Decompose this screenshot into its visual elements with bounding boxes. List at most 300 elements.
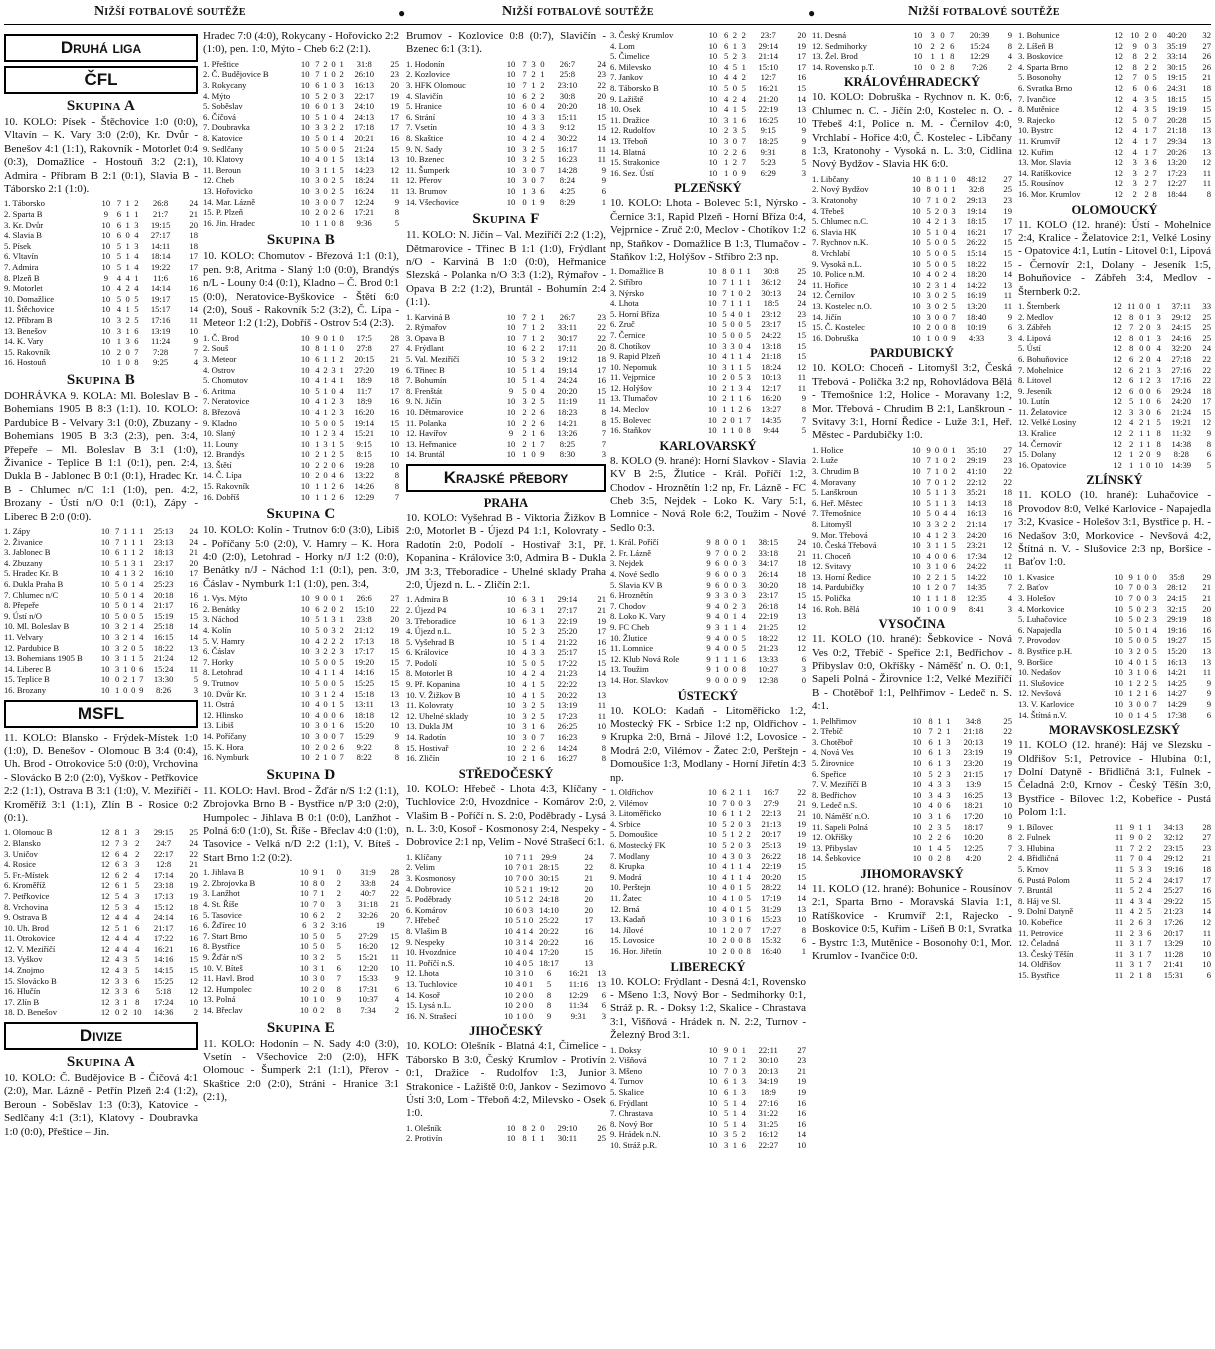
- team-name-cell: 16. Sez. Ústí: [610, 167, 654, 178]
- points-cell: 15: [390, 143, 399, 154]
- stat-cell: 9: [1132, 40, 1137, 51]
- score-cell: 14:16: [354, 667, 375, 678]
- points-cell: 19: [1003, 736, 1012, 747]
- score-cell: 17:5: [356, 332, 372, 343]
- points-cell: 13: [797, 903, 806, 914]
- stat-cell: 0: [331, 80, 336, 90]
- stat-cell: 10: [300, 699, 310, 710]
- stat-cell: 1: [738, 808, 743, 819]
- team-name-cell: 3. Nejdek: [610, 558, 644, 569]
- stat-cell: 3: [741, 1065, 746, 1076]
- stat-cell: 1: [528, 851, 534, 862]
- table-row: [610, 51, 806, 62]
- stat-cell: 10: [708, 104, 718, 115]
- stat-cell: 1: [723, 167, 729, 178]
- team-name-cell: 14. Znojmo: [4, 965, 45, 976]
- score-cell: 14:24: [557, 742, 578, 753]
- table-row: [4, 590, 198, 601]
- points-cell: 8: [1206, 188, 1211, 199]
- team-name-cell: 10. Nedašov: [1018, 667, 1061, 678]
- team-name-cell: 5. Žirovnice: [812, 758, 854, 769]
- points-cell: 10: [797, 914, 806, 925]
- team-name-cell: 10. Nepomuk: [610, 361, 657, 372]
- stat-cell: 0: [732, 1065, 738, 1076]
- stat-cell: 1: [323, 752, 328, 763]
- table-row: [812, 737, 1012, 748]
- points-cell: 22: [597, 322, 606, 333]
- points-cell: 13: [1003, 279, 1012, 290]
- team-name-cell: 6. Dukla Praha B: [4, 578, 64, 589]
- stat-cell: 7: [1147, 948, 1152, 959]
- team-name-cell: 2. Sparta B: [4, 209, 43, 220]
- team-name-cell: 7. Černice: [610, 329, 646, 340]
- points-cell: 25: [1003, 715, 1012, 726]
- team-name-cell: 1. Klíčany: [406, 851, 442, 862]
- table-row: [812, 455, 1012, 466]
- stat-cell: 10: [1114, 656, 1123, 667]
- table-row: [203, 407, 399, 418]
- stat-cell: 10: [912, 789, 922, 800]
- team-name-cell: 14. Břeclav: [203, 1004, 243, 1015]
- stat-cell: 0: [730, 882, 735, 893]
- stat-cell: 2: [515, 1000, 521, 1011]
- team-name-cell: 1. Táborsko: [4, 198, 45, 209]
- table-row: [4, 220, 198, 231]
- table-row: [203, 101, 399, 112]
- table-row: [4, 923, 198, 934]
- stat-cell: 0: [732, 558, 738, 569]
- stat-cell: 9: [315, 332, 320, 343]
- points-cell: 16: [797, 1108, 806, 1119]
- stat-cell: 3: [522, 164, 527, 175]
- stat-cell: 5: [115, 890, 120, 901]
- stat-cell: 4: [741, 1118, 746, 1129]
- table-row: [203, 186, 399, 197]
- team-name-cell: 3. HFK Olomouc: [406, 80, 466, 90]
- stat-cell: 3: [116, 314, 122, 325]
- group-heading: Skupina B: [66, 371, 136, 388]
- score-cell: 9:15: [356, 438, 372, 449]
- stat-cell: 5: [540, 679, 545, 690]
- team-name-cell: 12. Pardubice B: [4, 642, 60, 653]
- stat-cell: 10: [911, 311, 921, 322]
- stat-cell: 2: [1129, 969, 1134, 980]
- stat-cell: 5: [722, 308, 727, 319]
- stat-cell: 9: [312, 867, 318, 878]
- stat-cell: 10: [101, 346, 111, 357]
- stat-cell: 1: [125, 198, 130, 209]
- stat-cell: 2: [123, 631, 128, 642]
- points-cell: 23: [597, 311, 606, 322]
- stat-cell: 12: [1113, 417, 1122, 428]
- stat-cell: 6: [723, 30, 729, 40]
- score-cell: 17:23: [1166, 167, 1187, 178]
- table-row: [4, 273, 198, 284]
- stat-cell: 10: [506, 332, 516, 343]
- stat-cell: 4: [715, 611, 720, 622]
- stat-cell: 4: [732, 72, 738, 83]
- points-cell: 14: [597, 132, 606, 143]
- stat-cell: 12: [1114, 72, 1123, 83]
- score-cell: 15:20: [1166, 646, 1187, 657]
- stat-cell: 1: [722, 425, 727, 436]
- table-row: [1018, 312, 1211, 323]
- stat-cell: 1: [131, 621, 136, 632]
- stat-cell: 0: [528, 968, 534, 979]
- stat-cell: 2: [943, 290, 948, 301]
- team-name-cell: 13. Kralice: [1018, 428, 1057, 439]
- stat-cell: 10: [707, 329, 717, 340]
- points-cell: 10: [390, 459, 399, 470]
- stat-cell: 2: [951, 465, 956, 476]
- stat-cell: 0: [323, 143, 328, 154]
- score-cell: 16:21: [568, 968, 589, 979]
- points-cell: 22: [189, 848, 198, 859]
- stat-cell: 4: [528, 947, 534, 958]
- score-cell: 29:12: [1163, 853, 1184, 864]
- stat-cell: 0: [934, 300, 940, 311]
- score-cell: 31:18: [358, 899, 378, 909]
- stat-cell: 12: [100, 880, 110, 891]
- stat-cell: 0: [528, 989, 534, 1000]
- stat-cell: 0: [943, 205, 948, 216]
- stat-cell: 10: [1114, 593, 1123, 604]
- stat-cell: 12: [1114, 135, 1123, 146]
- stat-cell: 4: [1132, 104, 1137, 115]
- stat-cell: 2: [1138, 874, 1143, 885]
- table-row: [406, 884, 606, 895]
- table-row: [812, 843, 1012, 854]
- stat-cell: 10: [911, 518, 921, 529]
- points-cell: 16: [797, 1097, 806, 1108]
- stat-cell: 10: [504, 851, 513, 862]
- points-cell: 15: [189, 965, 198, 976]
- stat-cell: 0: [934, 184, 940, 195]
- stat-cell: 3: [1128, 667, 1133, 678]
- stat-cell: 1: [125, 219, 130, 230]
- stat-cell: 2: [531, 626, 536, 637]
- team-name-cell: 2. Fr. Lázně: [610, 547, 652, 558]
- stat-cell: 4: [723, 93, 729, 104]
- stat-cell: 1: [730, 287, 735, 298]
- table-row: [406, 721, 606, 732]
- table-row: [1018, 125, 1211, 136]
- stat-cell: 3: [741, 558, 746, 569]
- team-name-cell: 13. Libiš: [203, 720, 234, 731]
- stat-cell: 1: [540, 311, 545, 322]
- stat-cell: 1: [732, 1086, 738, 1097]
- stat-cell: 3: [1152, 603, 1157, 614]
- stat-cell: 10: [708, 146, 718, 157]
- table-row: [4, 965, 198, 976]
- stat-cell: 10: [1114, 635, 1123, 646]
- stat-cell: 5: [741, 125, 746, 136]
- stat-cell: 10: [506, 657, 516, 668]
- score-cell: 21:22: [557, 636, 578, 647]
- stat-cell: 2: [730, 840, 735, 850]
- stat-cell: 2: [531, 668, 536, 679]
- round-results: 10. KOLO: Lhota - Bolevec 5:1, Nýrsko - Černice 3:1, Rapid Plzeň - Horní Bříza 0:4, Vejprnice - Zruč 2:0, Meclov - Chotíkov 1:2 np, Staňkov - Domažlice B 1:3, Tlumačov - Staňkov 1:2, Holýšov - Stříbro 2:3 np.: [610, 197, 806, 263]
- stat-cell: 10: [506, 185, 516, 196]
- stat-cell: 2: [339, 625, 344, 636]
- stat-cell: 5: [1132, 114, 1137, 125]
- stat-cell: 0: [331, 90, 336, 101]
- score-cell: 30:11: [557, 1133, 578, 1144]
- stat-cell: 5: [522, 375, 527, 386]
- score-cell: 27:20: [354, 364, 375, 375]
- stat-cell: 1: [528, 883, 534, 894]
- stat-cell: 4: [134, 283, 139, 294]
- points-cell: 22: [797, 787, 806, 798]
- team-name-cell: 10. Slaný: [203, 428, 236, 439]
- table-row: [812, 269, 1012, 280]
- score-cell: 12:25: [963, 842, 984, 853]
- points-cell: 7: [601, 438, 606, 449]
- stat-cell: 5: [339, 154, 344, 165]
- table-row: [203, 133, 399, 144]
- table-row: [4, 315, 198, 326]
- team-name-cell: 8. Katovice: [203, 132, 243, 143]
- stat-cell: 0: [125, 230, 130, 241]
- points-cell: 8: [394, 741, 399, 752]
- team-name-cell: 14. Štítná n.V.: [1018, 709, 1067, 720]
- stat-cell: 4: [515, 978, 521, 989]
- points-cell: 21: [189, 859, 198, 870]
- table-row: [406, 418, 606, 429]
- points-cell: 14: [797, 882, 806, 893]
- score-cell: 17:13: [354, 635, 375, 646]
- table-row: [406, 91, 606, 102]
- table-row: [610, 925, 806, 936]
- stat-cell: 1: [139, 536, 144, 547]
- team-name-cell: 15. K. Hora: [203, 741, 244, 752]
- points-cell: 8: [1206, 438, 1211, 449]
- table-row: [610, 664, 806, 675]
- stat-cell: 10: [101, 262, 111, 272]
- stat-cell: 2: [531, 154, 536, 165]
- column-2: [203, 30, 399, 1107]
- points-cell: 17: [1003, 768, 1012, 779]
- team-name-cell: 2. Stříbro: [610, 276, 643, 287]
- stat-cell: 1: [730, 361, 735, 372]
- stat-cell: 12: [1113, 322, 1122, 333]
- stat-cell: 2: [732, 93, 738, 104]
- stat-cell: 0: [738, 850, 743, 861]
- stat-cell: 10: [506, 164, 516, 175]
- stat-cell: 8: [1132, 51, 1137, 62]
- stat-cell: 1: [323, 111, 328, 122]
- stat-cell: 1: [937, 758, 942, 769]
- stat-cell: 0: [732, 82, 738, 93]
- stat-cell: 7: [746, 924, 751, 935]
- stat-cell: 10: [300, 614, 310, 625]
- stat-cell: 7: [522, 311, 527, 322]
- table-row: [610, 787, 806, 798]
- stat-cell: 7: [540, 438, 545, 449]
- points-cell: 13: [1003, 789, 1012, 800]
- team-name-cell: 11. Polanka: [406, 417, 447, 428]
- table-row: [1018, 386, 1211, 397]
- stat-cell: 1: [730, 892, 735, 903]
- score-cell: 16:12: [758, 1129, 779, 1140]
- score-cell: 23:20: [963, 758, 984, 769]
- table-row: [406, 894, 606, 905]
- team-name-cell: 10. Česká Třebová: [812, 540, 877, 551]
- points-cell: 18: [797, 579, 806, 590]
- stat-cell: 6: [522, 594, 527, 605]
- points-cell: 3: [601, 449, 606, 460]
- table-row: [812, 519, 1012, 530]
- points-cell: 27: [1003, 444, 1012, 455]
- table-row: [203, 144, 399, 155]
- table-row: [1018, 396, 1211, 407]
- score-cell: 24:15: [1171, 322, 1192, 333]
- team-name-cell: 4. Sparta Brno: [1018, 61, 1068, 72]
- score-cell: 26:18: [758, 600, 779, 611]
- stat-cell: 4: [115, 933, 120, 944]
- score-cell: 15:17: [150, 304, 171, 315]
- score-cell: 9:12: [559, 122, 576, 133]
- score-cell: 24:22: [761, 329, 782, 340]
- stat-cell: 6: [946, 811, 951, 822]
- stat-cell: 5: [926, 508, 931, 519]
- stat-cell: 6: [515, 904, 521, 915]
- stat-cell: 7: [540, 164, 545, 175]
- score-cell: 30:15: [1166, 61, 1187, 72]
- stat-cell: 9: [103, 209, 108, 220]
- table-row: [812, 333, 1012, 344]
- score-cell: 26:14: [758, 569, 779, 580]
- stat-cell: 7: [522, 322, 527, 333]
- team-name-cell: 16. Hlučín: [4, 986, 41, 997]
- score-cell: 18:24: [761, 361, 782, 372]
- score-cell: 21:23: [758, 643, 779, 654]
- stat-cell: 2: [522, 428, 527, 439]
- stat-cell: 1: [741, 537, 746, 548]
- stat-cell: 10: [300, 353, 310, 364]
- points-cell: 18: [1202, 614, 1211, 625]
- score-cell: 16:20: [761, 393, 782, 404]
- team-name-cell: 5. Hranice: [406, 101, 442, 112]
- table-row: [610, 351, 806, 362]
- score-cell: 15:32: [761, 935, 782, 946]
- stat-cell: 10: [101, 230, 111, 241]
- stat-cell: 2: [522, 742, 527, 753]
- stat-cell: 10: [707, 840, 717, 850]
- points-cell: 11: [1003, 300, 1012, 311]
- score-cell: 29:9: [541, 851, 557, 862]
- stat-cell: 12: [1114, 178, 1123, 189]
- score-cell: 18:20: [966, 269, 987, 280]
- score-cell: 41:10: [966, 465, 987, 476]
- team-name-cell: 8. Letohrad: [203, 667, 243, 678]
- stat-cell: 0: [522, 978, 527, 989]
- table-row: [406, 852, 606, 863]
- stat-cell: 10: [911, 497, 921, 508]
- stat-cell: 2: [930, 40, 935, 51]
- stat-cell: 10: [708, 1129, 718, 1140]
- stat-cell: 0: [723, 600, 729, 611]
- stat-cell: 10: [506, 143, 516, 154]
- stat-cell: 7: [722, 287, 727, 298]
- stat-cell: 8: [1129, 311, 1134, 322]
- stat-cell: 2: [522, 438, 527, 449]
- stat-cell: 0: [730, 935, 735, 946]
- points-cell: 12: [1202, 417, 1211, 428]
- table-row: [1018, 657, 1211, 668]
- stat-cell: 4: [522, 132, 527, 143]
- score-cell: 15:12: [153, 901, 174, 912]
- stat-cell: 2: [926, 571, 931, 582]
- team-name-cell: 16. Hostouň: [4, 357, 47, 368]
- score-cell: 29:22: [1163, 895, 1184, 906]
- stat-cell: 1: [540, 594, 545, 605]
- points-cell: 7: [394, 491, 399, 502]
- points-cell: 11: [797, 372, 806, 383]
- stat-cell: 10: [300, 132, 310, 143]
- points-cell: 22: [1202, 353, 1211, 364]
- table-row: [4, 526, 198, 537]
- stat-cell: 10: [707, 351, 717, 362]
- score-cell: 21:12: [354, 625, 375, 636]
- stat-cell: 7: [115, 536, 120, 547]
- points-cell: 24: [797, 287, 806, 298]
- stat-cell: 12: [100, 975, 110, 986]
- stat-cell: 4: [125, 272, 130, 283]
- stat-cell: 4: [135, 933, 140, 944]
- team-name-cell: 8. Plzeň B: [4, 272, 40, 283]
- stat-cell: 0: [323, 207, 328, 218]
- points-cell: 6: [601, 989, 606, 1000]
- table-row: [1018, 699, 1211, 710]
- stat-cell: 10: [100, 526, 110, 536]
- stat-cell: 7: [722, 797, 727, 808]
- stat-cell: 0: [934, 290, 940, 301]
- stat-cell: 3: [1129, 938, 1134, 949]
- stat-cell: 0: [522, 947, 527, 958]
- score-cell: 26:7: [559, 58, 576, 69]
- stat-cell: 2: [531, 132, 536, 143]
- points-cell: 21: [390, 353, 399, 364]
- table-row: [4, 230, 198, 241]
- team-name-cell: 3. Lanžhot: [203, 888, 240, 899]
- table-row: [812, 445, 1012, 456]
- stat-cell: 1: [123, 547, 128, 558]
- table-row: [812, 758, 1012, 769]
- points-cell: 17: [597, 626, 606, 637]
- column-3: [406, 30, 606, 1146]
- stat-cell: 0: [738, 818, 743, 829]
- team-name-cell: 9. Ostrava B: [4, 912, 48, 923]
- stat-cell: 3: [531, 353, 536, 364]
- stat-cell: 1: [531, 1133, 536, 1144]
- stat-cell: 1: [123, 568, 128, 579]
- stat-cell: 6: [540, 721, 545, 732]
- team-name-cell: 6. Vltavín: [4, 251, 39, 262]
- stat-cell: 2: [1139, 364, 1144, 375]
- stat-cell: 3: [339, 396, 344, 407]
- points-cell: 25: [1202, 322, 1211, 333]
- team-name-cell: 10. Kobeřice: [1018, 916, 1063, 927]
- stat-cell: 3: [741, 590, 746, 601]
- stat-cell: 10: [506, 343, 516, 354]
- stat-cell: 4: [528, 926, 534, 936]
- stat-cell: 10: [506, 438, 516, 449]
- table-row: [610, 675, 806, 686]
- stat-cell: 0: [732, 579, 738, 590]
- table-row: [1018, 949, 1211, 960]
- stat-cell: 3: [531, 122, 536, 133]
